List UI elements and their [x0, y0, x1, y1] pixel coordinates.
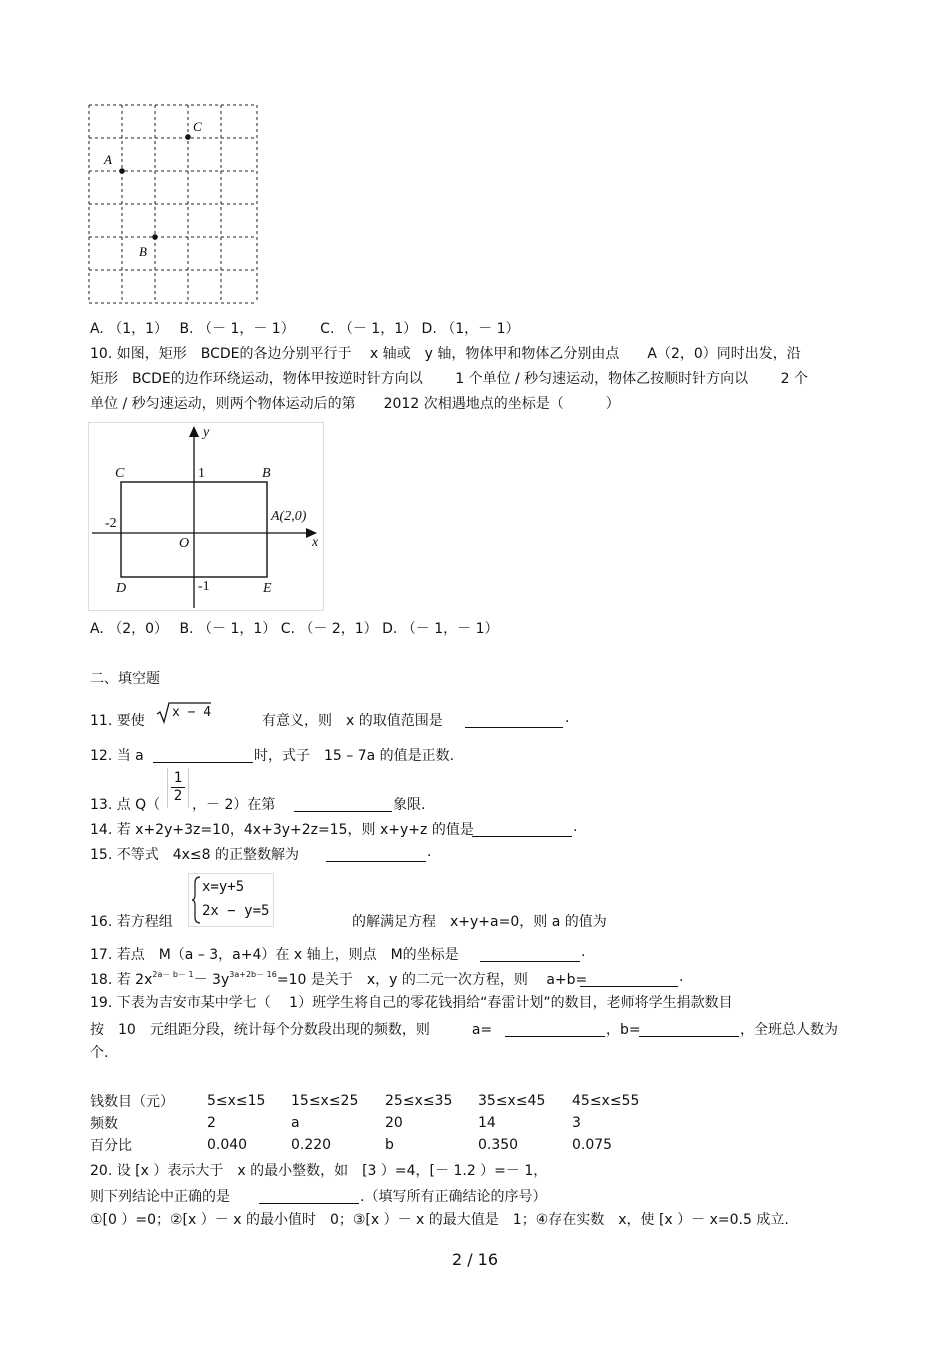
rectangle-figure [88, 422, 325, 612]
donation-table [90, 1090, 639, 1156]
label-a: A [104, 152, 112, 167]
q14-answer-blank[interactable] [472, 821, 572, 837]
q20-line3: ①[0 ）=0；②[x ）－ x 的最小值时 0；③[x ）－ x 的最大值是 1；④存在实数 x，使 [x ）－ x=0.5 成立. [90, 1212, 789, 1228]
q13-mid: ，－ 2）在第 [192, 797, 276, 813]
q10-line2: 矩形 BCDE的边作环绕运动，物体甲按逆时针方向以 1 个单位 / 秒匀速运动，物体乙按顺时针方向以 2 个 [90, 371, 808, 387]
q16-eq1: x=y+5 [202, 879, 245, 895]
q20-line2b: .（填写所有正确结论的序号） [360, 1189, 547, 1205]
q11-answer-blank[interactable] [465, 712, 563, 728]
q13-answer-blank[interactable] [294, 796, 392, 812]
label-neg-two: -2 [105, 516, 117, 531]
q20-line2a: 则下列结论中正确的是 [90, 1189, 230, 1205]
label-neg-one: -1 [198, 579, 210, 594]
table-cell: b [385, 1137, 394, 1153]
label-x: x [312, 535, 319, 550]
q19-line2c: ，全班总人数为 [740, 1022, 838, 1038]
point-a [119, 168, 125, 174]
q18-answer-blank[interactable] [580, 971, 678, 987]
table-row [90, 1134, 639, 1156]
label-c: C [115, 466, 125, 481]
q13-post: 象限. [393, 797, 426, 813]
table-cell: a [291, 1115, 300, 1131]
q20-line1: 20. 设 [x ）表示大于 x 的最小整数，如 [3 ）=4，[－ 1.2 ）=－ 1， [90, 1163, 548, 1179]
table-cell: 0.075 [572, 1137, 613, 1153]
q14-end: . [573, 819, 578, 835]
point-b [152, 234, 158, 240]
label-b: B [139, 244, 147, 259]
point-c [185, 134, 191, 140]
q11-pre: 11. 要使 [90, 713, 145, 729]
table-row [90, 1112, 639, 1134]
table-cell: 15≤x≤25 [291, 1093, 359, 1109]
table-cell: 20 [385, 1115, 403, 1131]
q15-end: . [427, 844, 432, 860]
table-cell: 2 [207, 1115, 216, 1131]
table-cell: 钱数目（元） [90, 1094, 174, 1110]
label-o: O [179, 536, 190, 551]
q19-line2a: 按 10 元组距分段，统计每个分数段出现的频数，则 a= [90, 1022, 493, 1038]
label-c: C [193, 119, 202, 134]
q10-line3: 单位 / 秒匀速运动，则两个物体运动后的第 2012 次相遇地点的坐标是（ ） [90, 396, 620, 412]
q19-line2b: ，b= [606, 1022, 641, 1038]
q16-equation-system [188, 873, 274, 927]
q11-end: . [565, 710, 570, 726]
q17-answer-blank[interactable] [480, 946, 580, 962]
label-a: A(2,0) [271, 509, 307, 524]
label-d: D [116, 581, 127, 596]
q14-text: 14. 若 x+2y+3z=10，4x+3y+2z=15，则 x+y+z 的值是 [90, 822, 474, 838]
q20-answer-blank[interactable] [259, 1188, 359, 1204]
table-cell: 5≤x≤15 [207, 1093, 266, 1109]
label-e: E [263, 581, 272, 596]
q19-line3: 个. [90, 1045, 109, 1061]
section-title: 二、填空题 [90, 671, 160, 687]
q17-text: 17. 若点 M（a – 3，a+4）在 x 轴上，则点 M的坐标是 [90, 947, 459, 963]
q19-line1: 19. 下表为吉安市某中学七（ 1）班学生将自己的零花钱捐给“春雷计划”的数目，老师将学生捐款数目 [90, 995, 733, 1011]
table-cell: 0.220 [291, 1137, 332, 1153]
table-cell: 频数 [90, 1116, 118, 1132]
q9-options: A. （1，1） B. （－ 1，－ 1） C. （－ 1，1） D. （1，－ 1） [90, 321, 520, 337]
q10-line1: 10. 如图，矩形 BCDE的各边分别平行于 x 轴或 y 轴，物体甲和物体乙分别由点 A（2，0）同时出发，沿 [90, 346, 801, 362]
q19-a-blank[interactable] [505, 1021, 605, 1037]
q18-end: . [679, 969, 684, 985]
q18-text: 18. 若 $2x^{2a- b- 1}- 3y^{3a+2b- 16}=10$ 是关于 x，y 的二元一次方程，则 a+b= [90, 970, 588, 988]
q16-pre: 16. 若方程组 [90, 914, 173, 930]
q13-fraction: 1 2 [167, 768, 189, 808]
q11-post: 有意义，则 x 的取值范围是 [262, 713, 443, 729]
q15-answer-blank[interactable] [326, 846, 426, 862]
q12-pre: 12. 当 a [90, 748, 144, 764]
page-number: 2 / 16 [451, 1250, 499, 1269]
q10-options: A. （2，0） B. （－ 1，1） C. （－ 2，1） D. （－ 1，－ 1） [90, 621, 499, 637]
q16-eq2: 2x − y=5 [202, 903, 270, 919]
table-cell: 0.350 [478, 1137, 519, 1153]
q15-text: 15. 不等式 4x≤8 的正整数解为 [90, 847, 299, 863]
table-cell: 35≤x≤45 [478, 1093, 546, 1109]
grid-figure [88, 104, 260, 306]
q16-post: 的解满足方程 x+y+a=0，则 a 的值为 [352, 914, 607, 930]
q17-end: . [581, 944, 586, 960]
q12-answer-blank[interactable] [153, 747, 253, 763]
label-b: B [262, 466, 271, 481]
table-cell: 45≤x≤55 [572, 1093, 640, 1109]
label-y: y [203, 425, 210, 440]
q19-b-blank[interactable] [639, 1021, 739, 1037]
q13-pre: 13. 点 Q（ [90, 797, 161, 813]
table-cell: 0.040 [207, 1137, 248, 1153]
table-cell: 14 [478, 1115, 496, 1131]
label-one: 1 [198, 466, 205, 481]
table-cell: 25≤x≤35 [385, 1093, 453, 1109]
table-cell: 3 [572, 1115, 581, 1131]
q12-post: 时，式子 15 – 7a 的值是正数. [254, 748, 455, 764]
table-cell: 百分比 [90, 1138, 132, 1154]
table-row [90, 1090, 639, 1112]
